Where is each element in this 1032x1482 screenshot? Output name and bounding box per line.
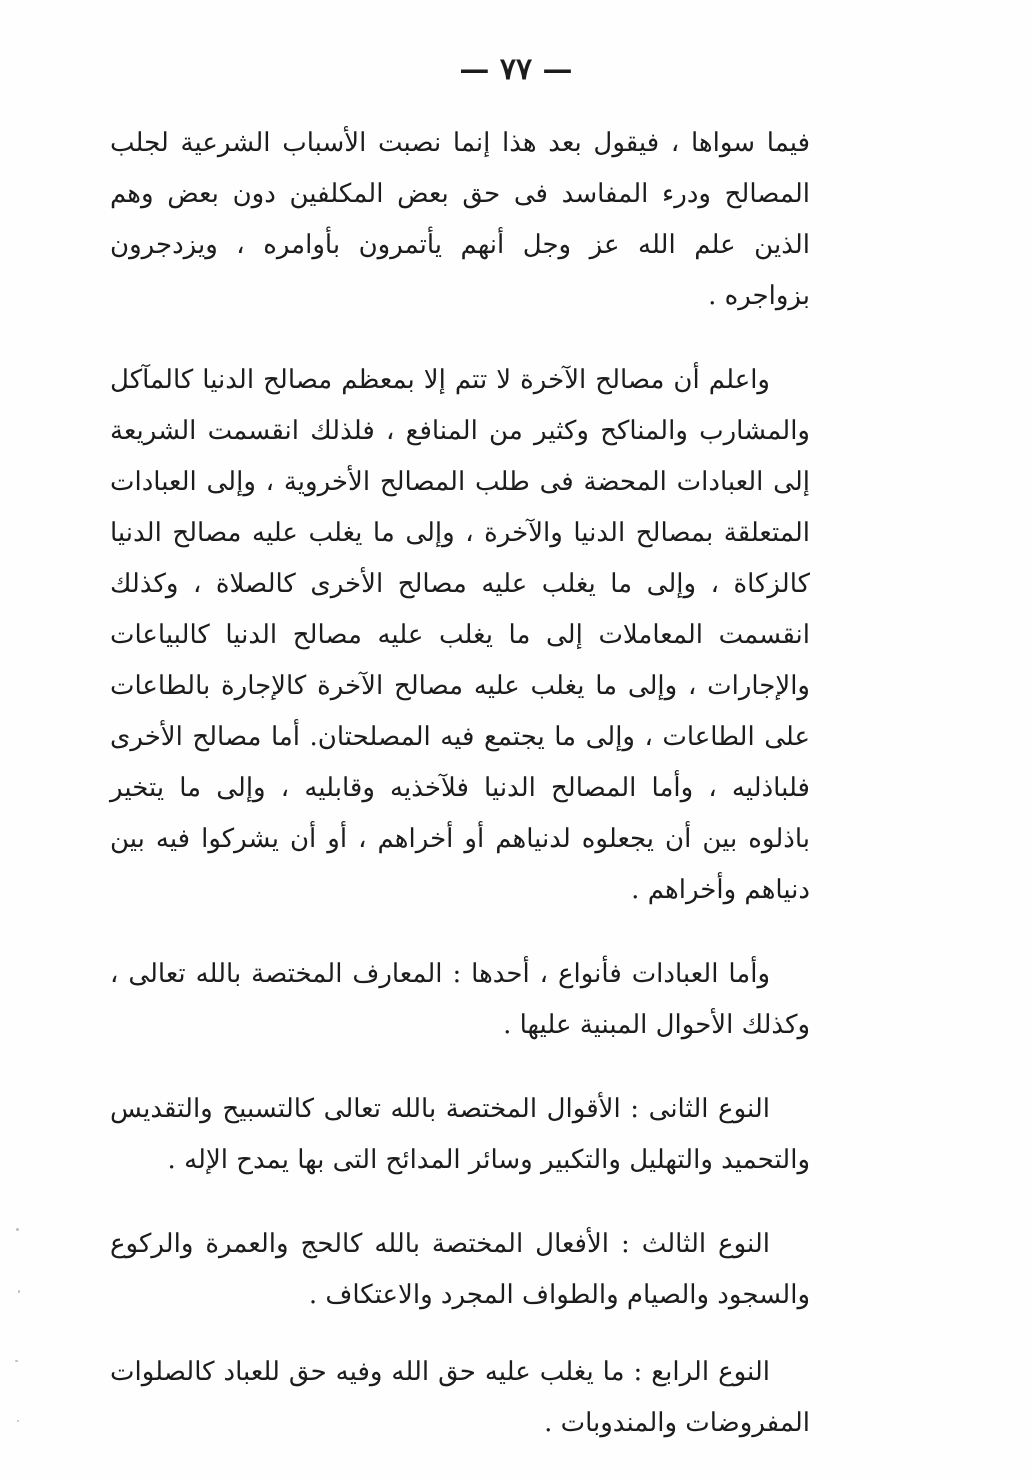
scan-speck <box>16 1228 19 1231</box>
page-number: — ٧٧ — <box>459 52 573 87</box>
paragraph: النوع الثانى : الأقوال المختصة بالله تعالى كالتسبيح والتقديس والتحميد والتهليل والتكبير وسائر المدائح التى بها يمدح الإله . <box>110 1094 810 1175</box>
paragraph: وأما العبادات فأنواع ، أحدها : المعارف المختصة بالله تعالى ، وكذلك الأحوال المبنية عليها . <box>110 959 810 1040</box>
paragraph: النوع الرابع : ما يغلب عليه حق الله وفيه حق للعباد كالصلوات المفروضات والمندوبات . <box>110 1357 810 1438</box>
paragraph: واعلم أن مصالح الآخرة لا تتم إلا بمعظم مصالح الدنيا كالمآكل والمشارب والمناكح وكثير من المنافع ، فلذلك انقسمت الشريعة إلى العبادات المحضة فى طلب المصالح الأخروية ، وإلى العبادات المتعلقة بمصالح الدنيا والآخرة ، وإلى ما يغلب عليه مصالح الدنيا كالزكاة ، وإلى ما يغلب عليه مصالح الأخرى كالصلاة ، وكذلك انقسمت المعاملات إلى ما يغلب عليه مصالح الدنيا كالبياعات والإجارات ، وإلى ما يغلب عليه مصالح الآخرة كالإجارة بالطاعات على الطاعات ، وإلى ما يجتمع فيه المصلحتان. أما مصالح الأخرى فلباذليه ، وأما المصالح الدنيا فلآخذيه وقابليه ، وإلى ما يتخير باذلوه بين أن يجعلوه لدنياهم أو أخراهم ، أو أن يشركوا فيه بين دنياهم وأخراهم . <box>110 365 810 905</box>
scan-speck <box>15 1360 18 1362</box>
page-body <box>110 118 810 1482</box>
paragraph: فيما سواها ، فيقول بعد هذا إنما نصبت الأسباب الشرعية لجلب المصالح ودرء المفاسد فى حق بعض المكلفين دون بعض وهم الذين علم الله عز وجل أنهم يأتمرون بأوامره ، ويزدجرون بزواجره . <box>110 128 810 311</box>
paragraph: النوع الثالث : الأفعال المختصة بالله كالحج والعمرة والركوع والسجود والصيام والطواف المجرد والاعتكاف . <box>110 1229 810 1310</box>
scan-speck <box>17 1420 19 1422</box>
scan-speck <box>18 1290 20 1293</box>
